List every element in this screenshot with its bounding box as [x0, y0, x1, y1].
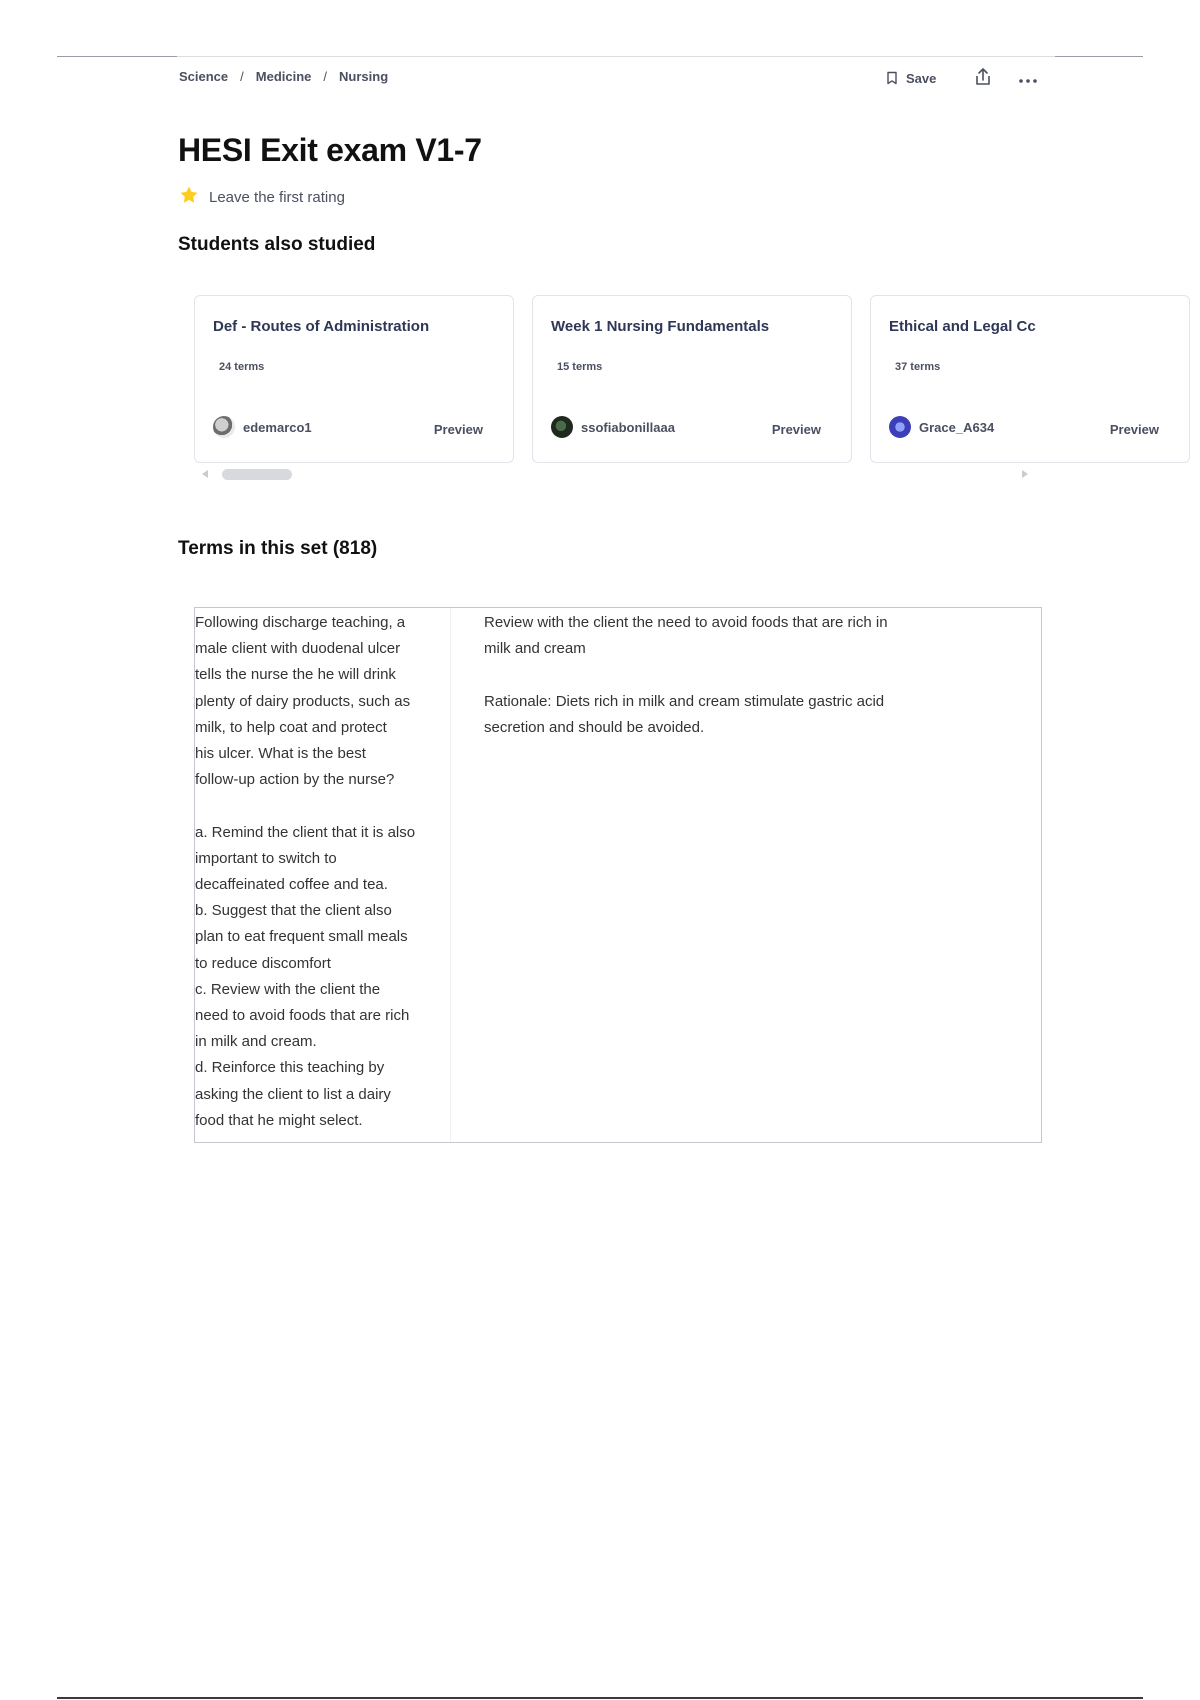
- author-name: edemarco1: [243, 419, 312, 435]
- definition-text: Review with the client the need to avoid foods that are rich in milk and cream Rationale: Diets rich in milk and cream stimulate gastric acid secretion and should be avoided.: [484, 614, 888, 736]
- preview-button[interactable]: Preview: [771, 422, 821, 437]
- top-rule-accent-right: [1055, 56, 1143, 57]
- preview-button[interactable]: Preview: [433, 422, 483, 437]
- breadcrumb-item-medicine[interactable]: Medicine: [255, 69, 312, 84]
- card-title: Ethical and Legal Cc: [889, 318, 1036, 335]
- card-term-count: 37 terms: [895, 361, 941, 373]
- terms-heading: Terms in this set (818): [178, 538, 378, 559]
- study-set-card[interactable]: [194, 295, 514, 463]
- term-text: Following discharge teaching, a male client with duodenal ulcer tells the nurse the he will drink plenty of dairy products, such as milk, to help coat and protect his ulcer. What is the best follow-up action by the nurse? a. Remind the client that it is also important to switch to decaffeinated coffee and tea. b. Suggest that the client also plan to eat frequent small meals to reduce discomfort c. Review with the client the need to avoid foods that are rich in milk and cream. d. Reinforce this teaching by asking the client to list a dairy food that he might select.: [195, 614, 416, 1129]
- rating-prompt[interactable]: [179, 185, 345, 209]
- top-rule-accent-left: [57, 56, 177, 57]
- save-label: Save: [906, 70, 937, 86]
- card-author: [213, 416, 312, 438]
- card-author: [551, 416, 675, 438]
- preview-button[interactable]: Preview: [1109, 422, 1159, 437]
- more-options-button[interactable]: [1018, 73, 1038, 84]
- share-icon: [974, 75, 992, 90]
- avatar: [551, 416, 573, 438]
- card-author: [889, 416, 994, 438]
- scroll-right-arrow-icon[interactable]: [1022, 470, 1028, 478]
- more-icon: [1018, 68, 1038, 88]
- share-button[interactable]: [974, 67, 992, 90]
- bookmark-icon: [886, 71, 898, 85]
- breadcrumb-separator: /: [240, 69, 244, 84]
- star-icon: [179, 185, 199, 209]
- top-rule: [57, 56, 1143, 57]
- bottom-rule: [57, 1697, 1143, 1699]
- students-also-studied-heading: Students also studied: [178, 234, 376, 255]
- avatar: [213, 416, 235, 438]
- breadcrumb-separator: /: [323, 69, 328, 84]
- breadcrumb-item-nursing[interactable]: Nursing: [339, 69, 389, 84]
- author-name: ssofiabonillaaa: [581, 419, 675, 435]
- card-title: Week 1 Nursing Fundamentals: [551, 318, 770, 335]
- study-set-carousel: [194, 295, 1159, 465]
- scrollbar-thumb[interactable]: [222, 469, 292, 480]
- term-side: [195, 608, 451, 1142]
- avatar: [889, 416, 911, 438]
- scroll-left-arrow-icon[interactable]: [202, 470, 208, 478]
- rating-label: Leave the first rating: [209, 188, 345, 206]
- toolbar: [886, 66, 1038, 90]
- term-card: [194, 607, 1042, 1143]
- card-term-count: 15 terms: [557, 361, 603, 373]
- study-set-card[interactable]: [532, 295, 852, 463]
- card-term-count: 24 terms: [219, 361, 265, 373]
- breadcrumb-item-science[interactable]: Science: [179, 69, 229, 84]
- author-name: Grace_A634: [919, 419, 995, 435]
- carousel-scrollbar[interactable]: [194, 467, 1040, 483]
- breadcrumb: [179, 69, 388, 84]
- save-button[interactable]: [886, 71, 936, 86]
- card-title: Def - Routes of Administration: [213, 318, 430, 335]
- definition-side: [484, 610, 964, 741]
- study-set-card[interactable]: [870, 295, 1190, 463]
- page-title: HESI Exit exam V1-7: [178, 132, 482, 168]
